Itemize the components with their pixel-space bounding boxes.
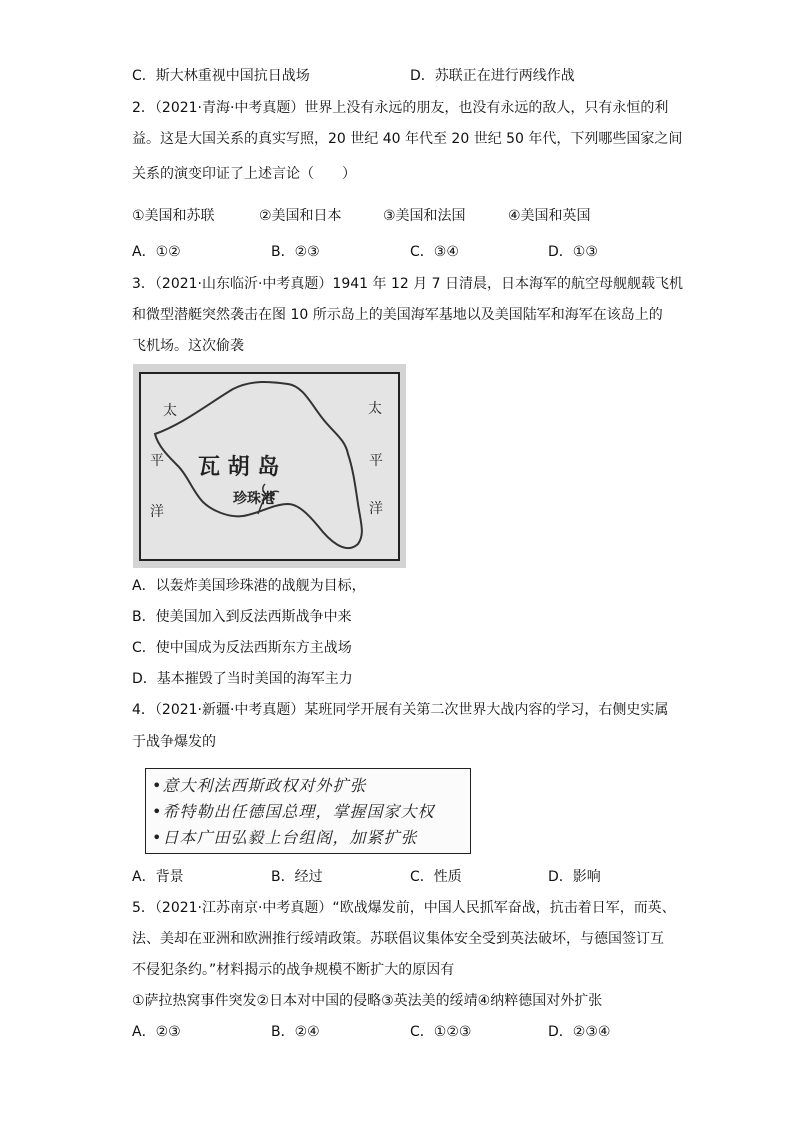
- q4-option-c: C．性质: [410, 869, 462, 885]
- q4-stem-line2: 于战争爆发的: [132, 734, 216, 750]
- q5-stem-line2: 法、美却在亚洲和欧洲推行绥靖政策。苏联倡议集体安全受到英法破坏，与德国签订互: [132, 931, 664, 947]
- q3-option-a: A．以轰炸美国珍珠港的战舰为目标，: [132, 578, 366, 594]
- q4-fact-3: •日本广田弘毅上台组阁，加紧扩张: [152, 828, 418, 847]
- ocean-label-left-2: 平: [150, 453, 164, 469]
- q1-option-d: D．苏联正在进行两线作战: [410, 68, 575, 84]
- q2-item-3: ③美国和法国: [383, 208, 466, 224]
- q2-option-d: D．①③: [548, 244, 598, 260]
- q5-stem-line3: 不侵犯条约。”材料揭示的战争规模不断扩大的原因有: [132, 962, 455, 978]
- q2-option-c: C．③④: [410, 244, 459, 260]
- q2-item-4: ④美国和英国: [508, 208, 591, 224]
- island-label: 瓦 胡 岛: [198, 455, 280, 480]
- q3-stem-line3: 飞机场。这次偷袭: [132, 338, 244, 354]
- q2-stem-line3: 关系的演变印证了上述言论（ ）: [132, 166, 356, 182]
- q5-option-b: B．②④: [271, 1024, 320, 1040]
- q4-fact-1: •意大利法西斯政权对外扩张: [152, 776, 367, 795]
- q3-option-c: C．使中国成为反法西斯东方主战场: [132, 640, 352, 656]
- q3-stem-line1: 3．（2021·山东临沂·中考真题）1941 年 12 月 7 日清晨，日本海军的航空母舰舰载飞机: [132, 276, 684, 292]
- q4-stem-line1: 4．（2021·新疆·中考真题）某班同学开展有关第二次世界大战内容的学习，右侧史实属: [132, 702, 669, 718]
- q4-facts-box: [145, 768, 471, 854]
- q4-option-b: B．经过: [271, 869, 323, 885]
- q2-option-b: B．②③: [271, 244, 320, 260]
- q5-option-c: C．①②③: [410, 1024, 472, 1040]
- q2-stem-line2: 益。这是大国关系的真实写照，20 世纪 40 年代至 20 世纪 50 年代，下列哪些国家之间: [132, 131, 683, 147]
- q5-stem-line1: 5．（2021·江苏南京·中考真题）“欧战爆发前，中国人民抓军奋战，抗击着日军，而英、: [132, 900, 676, 916]
- q2-item-1: ①美国和苏联: [132, 208, 215, 224]
- q4-option-a: A．背景: [132, 869, 184, 885]
- ocean-label-right-2: 平: [369, 453, 383, 469]
- q3-option-d: D．基本摧毁了当时美国的海军主力: [132, 671, 353, 687]
- q2-item-2: ②美国和日本: [259, 208, 342, 224]
- q5-option-d: D．②③④: [548, 1024, 611, 1040]
- q4-fact-2: •希特勒出任德国总理，掌握国家大权: [152, 802, 435, 821]
- q1-option-c: C．斯大林重视中国抗日战场: [132, 68, 310, 84]
- oahu-map-figure: [133, 364, 406, 568]
- q2-stem-line1: 2．（2021·青海·中考真题）世界上没有永远的朋友，也没有永远的敌人，只有永恒的利: [132, 100, 669, 116]
- q5-items: ①萨拉热窝事件突发②日本对中国的侵略③英法美的绥靖④纳粹德国对外扩张: [132, 993, 603, 1009]
- q3-stem-line2: 和微型潜艇突然袭击在图 10 所示岛上的美国海军基地以及美国陆军和海军在该岛上的: [132, 307, 663, 323]
- ocean-label-right-1: 太: [368, 401, 382, 417]
- q3-option-b: B．使美国加入到反法西斯战争中来: [132, 609, 352, 625]
- ocean-label-left-1: 太: [163, 403, 177, 419]
- q4-option-d: D．影响: [548, 869, 601, 885]
- harbor-label: 珍珠港: [233, 491, 275, 507]
- q2-option-a: A．①②: [132, 244, 181, 260]
- q5-option-a: A．②③: [132, 1024, 181, 1040]
- ocean-label-left-3: 洋: [150, 504, 164, 520]
- ocean-label-right-3: 洋: [369, 501, 383, 517]
